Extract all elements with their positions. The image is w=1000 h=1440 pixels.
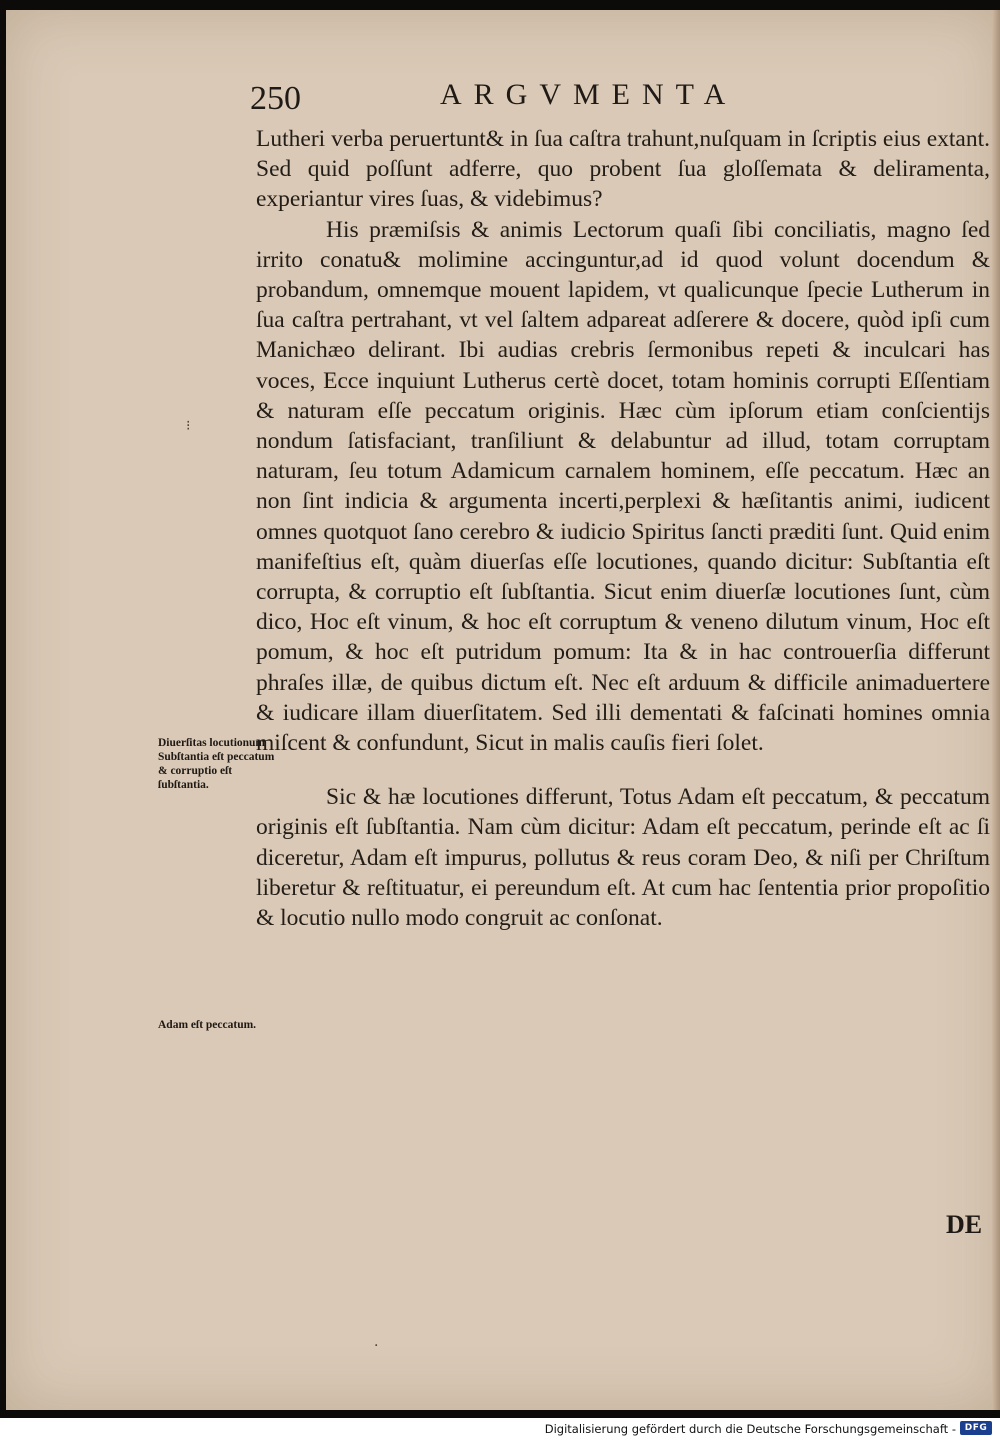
ink-speck: · bbox=[374, 1338, 379, 1354]
main-text-block bbox=[256, 124, 990, 933]
page-edge bbox=[992, 10, 1000, 1410]
ink-speck: ⁝ bbox=[186, 418, 191, 434]
running-head: ARGVMENTA bbox=[440, 78, 738, 111]
paragraph-1: Lutheri verba peruertunt& in ſua caſtra trahunt,nuſquam in ſcriptis eius extant. Sed quid poſſunt adferre, quo probent ſua gloſſemata & deliramenta, experiantur vires ſuas, & videbimus? bbox=[256, 126, 990, 213]
dfg-logo-label: DFG bbox=[964, 1423, 988, 1433]
footer-credit: Digitalisierung gefördert durch die Deutsche Forschungsgemeinschaft - bbox=[544, 1422, 956, 1436]
page-number: 250 bbox=[250, 80, 301, 117]
margin-note-2: Adam eſt peccatum. bbox=[158, 1019, 257, 1031]
paragraph-2: His præmiſsis & animis Lectorum quaſi ſibi conciliatis, magno ſed irrito conatu& molimine accinguntur,ad id quod volunt docendum & probandum, omnemque mouent lapidem, vt qualicunque ſpecie Lutherum in ſua caſtra pertrahant, vt vel ſaltem adpareat adſerere & docere, quòd ipſi cum Manichæo delirant. Ibi audias crebris ſermonibus repeti & inculcari has voces, Ecce inquiunt Lutherus certè docet, totam hominis corrupti Eſſentiam & naturam eſſe peccatum originis. Hæc cùm ipſorum etiam conſcientijs nondum ſatisfaciant, tranſiliunt & delabuntur ad illud, totam corruptam naturam, ſeu totum Adamicum carnalem hominem, eſſe peccatum. Hæc an non ſint indicia & argumenta incerti,perplexi & hæſitantis animi, iudicent omnes quotquot ſano cerebro & iudicio Spiritus ſancti præditi ſunt. Quid enim manifeſtius eſt, quàm diuerſas eſſe locutiones, quando dicitur: Subſtantia eſt corrupta, & corruptio eſt ſubſtantia. Sicut enim diuerſæ locutiones ſunt, cùm dico, Hoc eſt vinum, & hoc eſt corruptum & veneno dilutum vinum, Hoc eſt pomum, & hoc eſt putridum pomum: Ita & in hac controuerſia differunt phraſes illæ, de quibus dictum eſt. Nec eſt arduum & difficile animaduertere & iudicare illam diuerſitatem. Sed illi dementati & faſcinati homines omnia miſcent & confundunt, Sicut in malis cauſis fieri ſolet. bbox=[256, 216, 990, 757]
catchword: DE bbox=[946, 1210, 983, 1239]
paragraph-3: Sic & hæ locutiones differunt, Totus Adam eſt peccatum, & peccatum originis eſt ſubſtantia. Nam cùm dicitur: Adam eſt peccatum, perinde eſt ac ſi diceretur, Adam eſt impurus, pollutus & reus coram Deo, & niſi per Chriſtum liberetur & reſtituatur, ei pereundum eſt. At cum hac ſententia prior propoſitio & locutio nullo modo congruit ac conſonat. bbox=[256, 784, 990, 932]
dfg-logo-icon[interactable] bbox=[960, 1421, 992, 1435]
margin-note-1: Diuerſitas locutionum Subſtantia eſt peccatum & corruptio eſt ſubſtantia. bbox=[158, 737, 275, 791]
